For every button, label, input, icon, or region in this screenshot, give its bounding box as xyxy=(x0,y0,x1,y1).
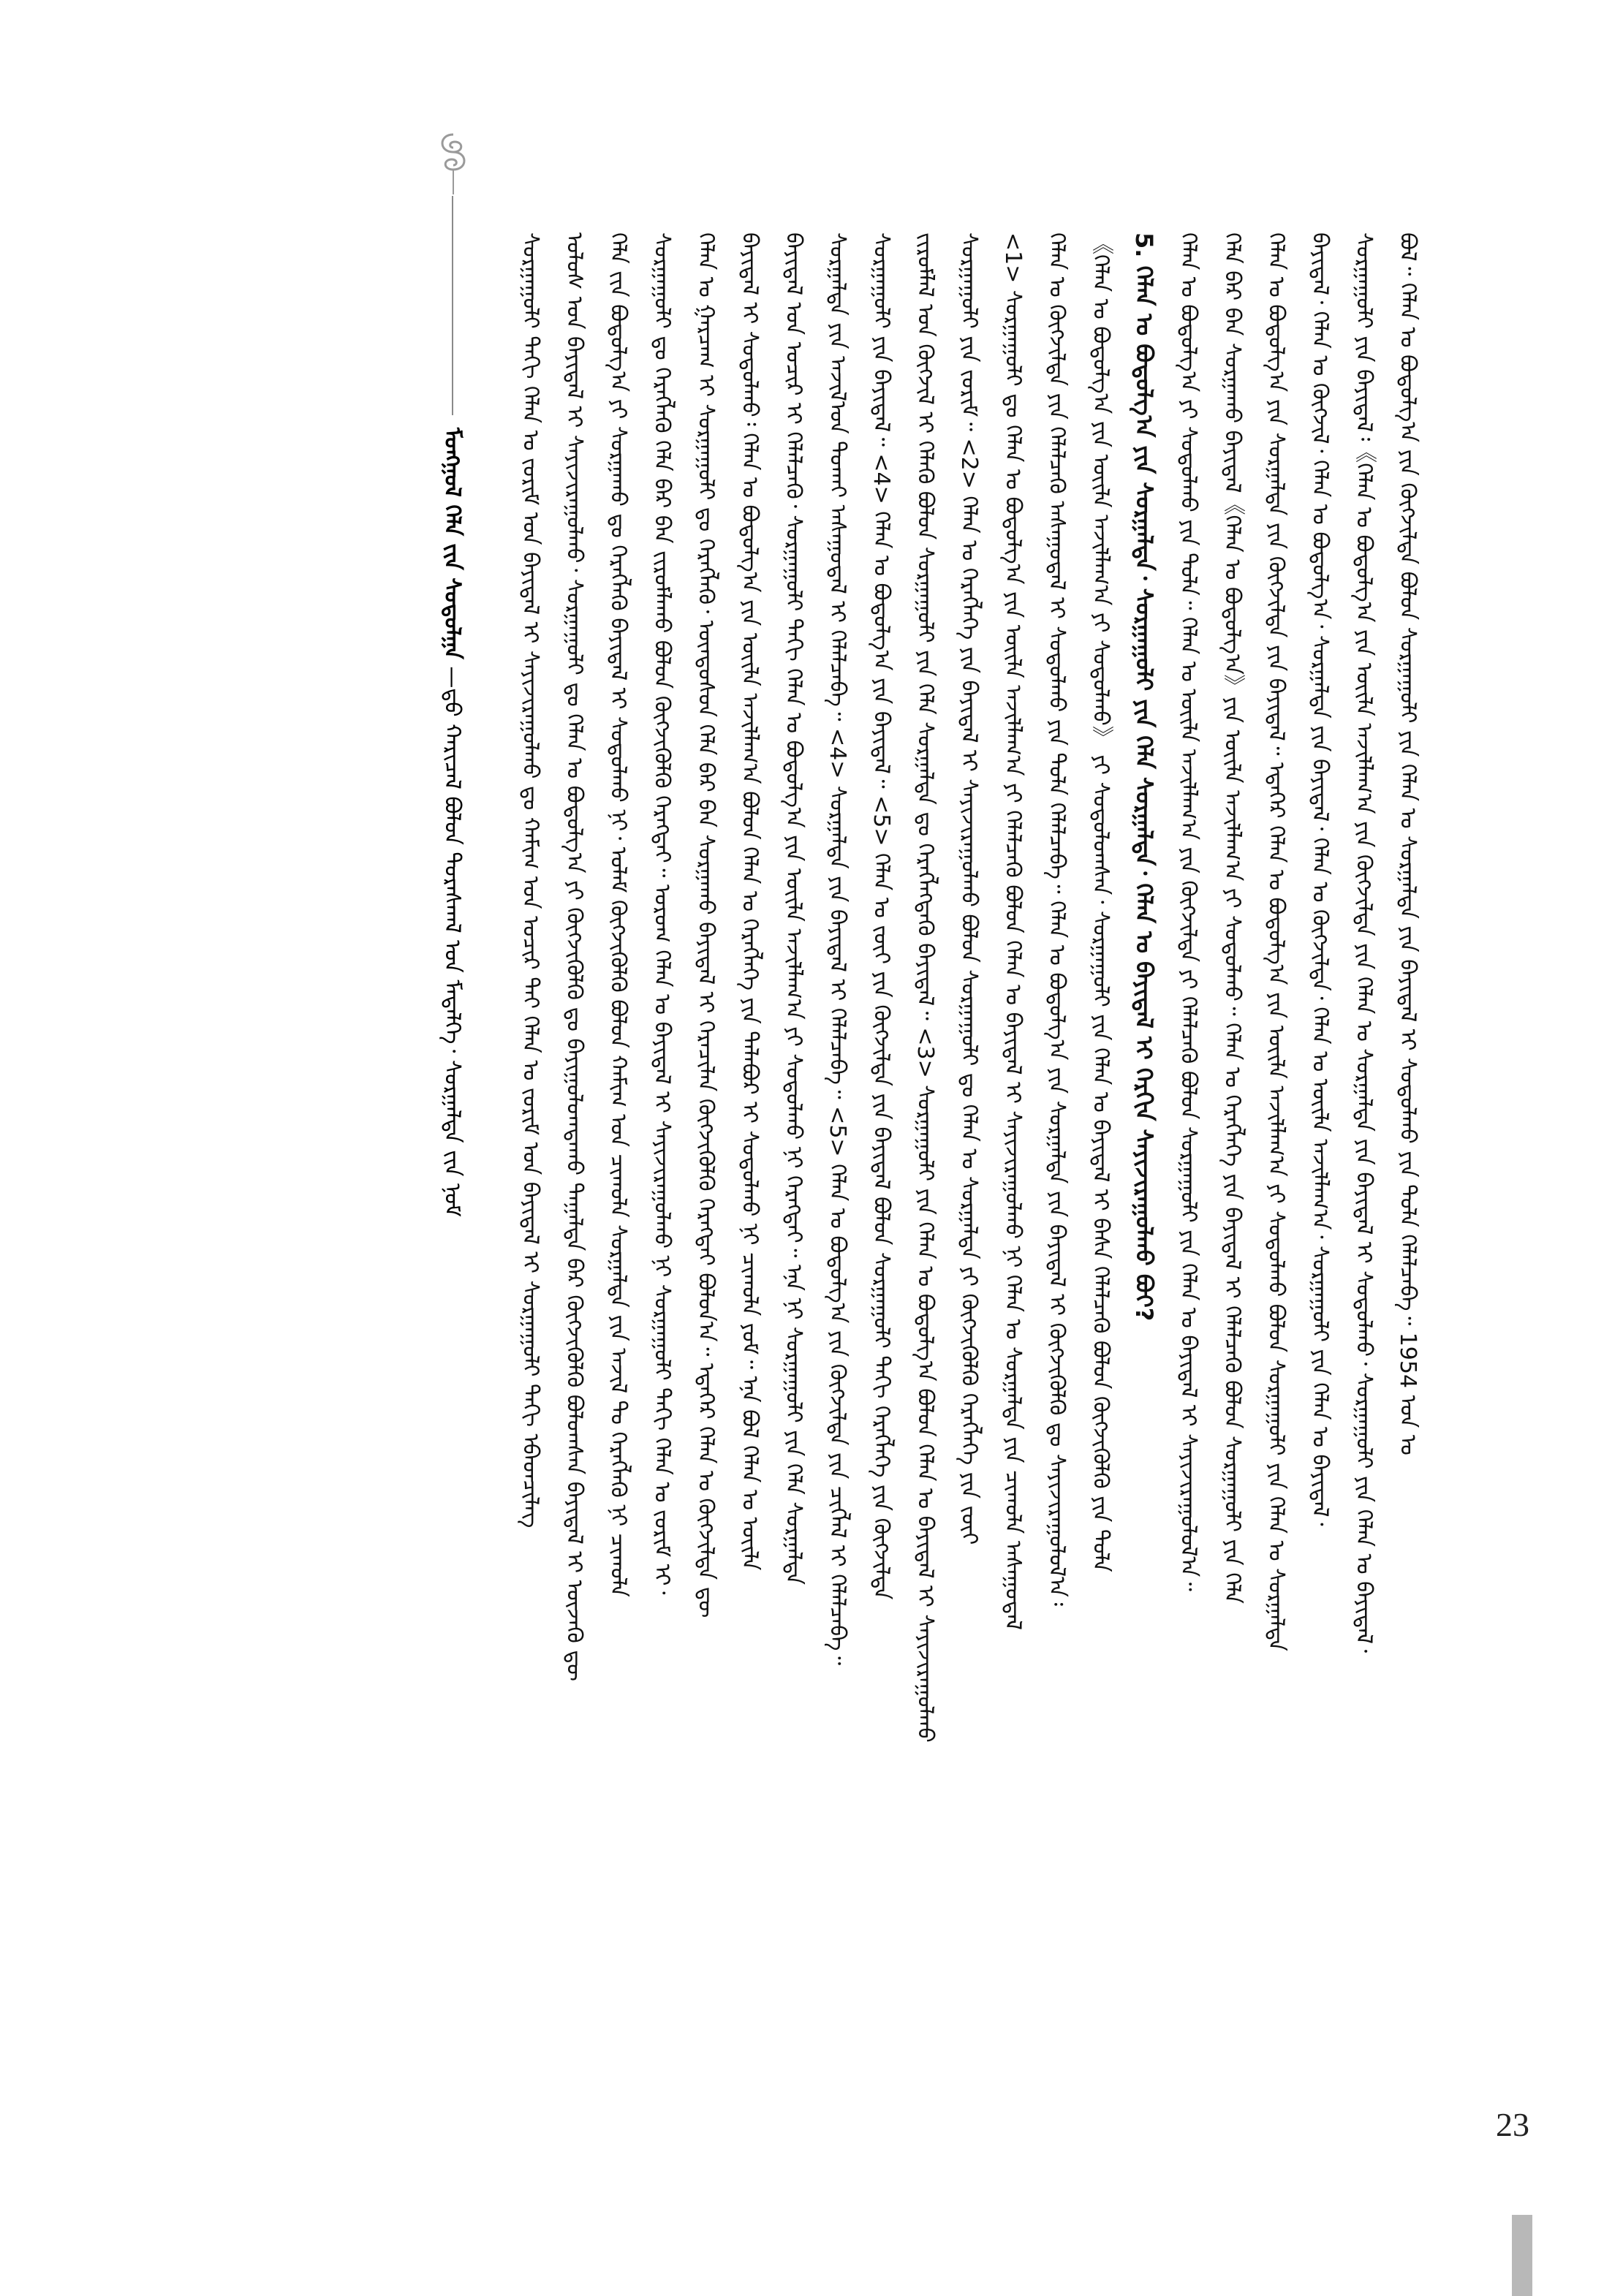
text-line: ᠰᠤᠷᠭᠠᠭᠤᠯᠢ ᠳᠠᠬᠢ ᠬᠡᠯᠡᠨ ᠤ ᠵᠤᠷᠢᠮ ᠤᠨ ᠪᠠᠶᠢᠳᠠᠯ ᠢ ᠰᠠᠶᠢᠵᠢᠷᠠᠭᠤᠯᠬᠤ ᠳᠤ ᠬᠠᠮᠢᠭ ᠤᠨ ᠤᠴᠢᠷ ᠲᠠᠢ ᠬᠡᠯᠡᠨ ᠤ ᠵᠤᠷᠢᠮ ᠤᠨ ᠪᠠᠶᠢᠳᠠᠯ ᠢ ᠰᠤᠷᠭᠠᠭᠤᠯᠢ ᠳᠠᠬᠢ ᠡᠪᠡᠳᠴᠢᠯᠡᠭ xyxy=(518,232,543,1528)
text-line: ᠬᠡᠯᠡᠨ ᠤ ᠪᠣᠳᠤᠯᠭ᠎ᠠ ᠶᠢᠨ ᠰᠤᠷᠭᠠᠯᠲᠠ ᠶᠢᠨ ᠬᠥᠭᠵᠢᠯᠲᠡ ᠶᠢᠨ ᠪᠠᠶᠢᠳᠠᠯ᠃ ᠡᠳᠡᠭᠡᠷ ᠬᠡᠯᠡᠨ ᠤ ᠪᠣᠳᠤᠯᠭ᠎ᠠ ᠶᠢᠨ ᠦᠢᠯᠡ ᠠᠵᠢᠯᠯᠠᠭ᠎ᠠ ᠶᠢ ᠰᠤᠳᠤᠯᠬᠤ ᠪᠤᠯᠤᠨ ᠰᠤᠷᠭᠠᠭᠤᠯᠢ ᠶᠢᠨ ᠬᠡᠯᠡᠨ ᠤ ᠰᠤᠷᠭᠠᠯᠲᠠ xyxy=(1263,232,1289,1651)
header-rule xyxy=(452,196,453,415)
text-line: 《ᠬᠡᠯᠡᠨ ᠤ ᠪᠣᠳᠤᠯᠭ᠎ᠠ ᠶᠢᠨ ᠦᠢᠯᠡ ᠠᠵᠢᠯᠯᠠᠭ᠎ᠠ ᠶᠢ ᠰᠤᠳᠤᠯᠬᠤ》 ᠶᠢ ᠰᠤᠳᠤᠯᠤᠭᠰᠠᠨ᠂ ᠰᠤᠷᠭᠠᠭᠤᠯᠢ ᠶᠢᠨ ᠬᠡᠯᠡᠨ ᠤ ᠪᠠᠶᠢᠳᠠᠯ ᠢ ᠪᠠᠰᠠ ᠬᠡᠯᠡᠯᠴᠡᠬᠦ ᠪᠤᠯᠤᠨ ᠬᠥᠭᠵᠢᠭᠦᠯᠬᠦ ᠶᠢᠨ ᠲᠤᠯᠠ xyxy=(1088,232,1113,1572)
text-line: ᠬᠡᠯᠡᠨ ᠤ ᠪᠣᠳᠤᠯᠭ᠎ᠠ ᠶᠢ ᠰᠤᠳᠤᠯᠬᠤ ᠶᠢᠨ ᠲᠤᠯᠠ᠃ ᠬᠡᠯᠡᠨ ᠤ ᠦᠢᠯᠡ ᠠᠵᠢᠯᠯᠠᠭ᠎ᠠ ᠶᠢᠨ ᠬᠥᠭᠵᠢᠯᠲᠡ ᠶᠢ ᠬᠡᠯᠡᠯᠴᠡᠬᠦ ᠪᠤᠯᠤᠨ ᠰᠤᠷᠭᠠᠭᠤᠯᠢ ᠶᠢᠨ ᠬᠡᠯᠡᠨ ᠤ ᠪᠠᠶᠢᠳᠠᠯ ᠢ ᠰᠠᠶᠢᠵᠢᠷᠠᠭᠤᠯᠤᠯ᠎ᠠ᠃ xyxy=(1176,232,1201,1591)
side-tab xyxy=(1512,2215,1532,2296)
text-line: <1> ᠰᠤᠷᠭᠠᠭᠤᠯᠢ ᠳᠤ ᠬᠡᠯᠡᠨ ᠤ ᠪᠣᠳᠤᠯᠭ᠎ᠠ ᠶᠢᠨ ᠦᠢᠯᠡ ᠠᠵᠢᠯᠯᠠᠭ᠎ᠠ ᠶᠢ ᠬᠡᠯᠡᠯᠴᠡᠬᠦ ᠪᠤᠯᠤᠨ ᠬᠡᠯᠡᠨ ᠤ ᠪᠠᠶᠢᠳᠠᠯ ᠢ ᠰᠠᠶᠢᠵᠢᠷᠠᠭᠤᠯᠬᠤ ᠨᠢ ᠬᠡᠯᠡᠨ ᠤ ᠰᠤᠷᠭᠠᠯᠲᠠ ᠶᠢᠨ ᠴᠢᠬᠤᠯᠠ ᠠᠰᠠᠭᠤᠳᠠᠯ xyxy=(1000,232,1026,1630)
running-header xyxy=(437,428,466,1217)
text-line: ᠰᠤᠷᠭᠠᠭᠤᠯᠢ ᠶᠢᠨ ᠵᠤᠷᠢᠮ᠃ <2> ᠬᠡᠯᠡᠨ ᠤ ᠬᠡᠷᠡᠭᠯᠡᠭᠡ ᠶᠢᠨ ᠪᠠᠶᠢᠳᠠᠯ ᠢ ᠰᠠᠶᠢᠵᠢᠷᠠᠭᠤᠯᠬᠤ ᠪᠤᠯᠤᠨ ᠰᠤᠷᠭᠠᠭᠤᠯᠢ ᠳᠤ ᠬᠡᠯᠡᠨ ᠤ ᠰᠤᠷᠭᠠᠯᠲᠠ ᠶᠢ ᠬᠥᠭᠵᠢᠭᠦᠯᠬᠦ ᠬᠡᠷᠡᠭᠯᠡᠭᠡ ᠶᠢᠨ ᠵᠦᠢ xyxy=(956,232,982,1545)
text-line: ᠤᠯᠤᠰ ᠤᠨ ᠪᠠᠶᠢᠳᠠᠯ ᠢ ᠰᠠᠶᠢᠵᠢᠷᠠᠭᠤᠯᠬᠤ᠂ ᠰᠤᠷᠭᠠᠭᠤᠯᠢ ᠳᠤ ᠬᠡᠯᠡᠨ ᠤ ᠪᠣᠳᠤᠯᠭ᠎ᠠ ᠶᠢ ᠬᠥᠭᠵᠢᠭᠦᠯᠬᠦ ᠳᠤ ᠪᠠᠶᠢᠭᠤᠯᠤᠭᠳᠠᠬᠤ ᠳᠠᠭᠠᠯᠳᠠ ᠪᠡᠷ ᠬᠥᠭᠵᠢᠭᠦᠯᠬᠦ ᠪᠤᠯᠤᠭᠰᠠᠨ ᠪᠠᠶᠢᠳᠠᠯ ᠢ ᠦᠵᠡᠬᠦ ᠳᠦ xyxy=(561,232,587,1681)
scroll-ornament-icon xyxy=(430,130,477,196)
running-header-subtitle: —ᠳ᠋ᠤ ᠬᠠᠷᠢᠴᠠᠯ ᠪᠤᠯᠤᠨ ᠳᠤᠷᠠᠰᠬᠠᠯ ᠤᠨ ᠮᠡᠳᠡᠯᠭᠡ᠂ ᠰᠤᠷᠭᠠᠯᠲᠠ ᠵᠢᠨ ᠨᠣᠮ xyxy=(439,666,465,1217)
text-line: ᠬᠡᠯᠡᠨ ᠤ ᠬᠥᠭᠵᠢᠯᠲᠡ ᠶᠢᠨ ᠬᠡᠯᠡᠯᠴᠡᠬᠦ ᠠᠰᠠᠭᠤᠳᠠᠯ ᠢ ᠰᠤᠳᠤᠯᠬᠤ ᠶᠢᠨ ᠲᠤᠯᠠ ᠬᠡᠯᠡᠯᠴᠡᠪᠡ᠃ ᠬᠡᠯᠡᠨ ᠤ ᠪᠣᠳᠤᠯᠭ᠎ᠠ ᠶᠢᠨ ᠰᠤᠷᠭᠠᠯᠲᠠ ᠶᠢᠨ ᠪᠠᠶᠢᠳᠠᠯ ᠢ ᠬᠥᠭᠵᠢᠭᠦᠯᠬᠦ ᠳᠤ ᠰᠠᠶᠢᠵᠢᠷᠠᠭᠤᠯᠤᠯ᠎ᠠ᠄ xyxy=(1044,232,1070,1606)
section-heading: 5. ᠬᠡᠯᠡᠨ ᠤ ᠪᠣᠳᠤᠯᠭ᠎ᠠ ᠶᠢᠨ ᠰᠤᠷᠭᠠᠯᠲᠠ᠂ ᠰᠤᠷᠭᠠᠭᠤᠯᠢ ᠶᠢᠨ ᠬᠡᠯᠡ ᠰᠤᠷᠭᠠᠯᠲᠠ᠂ ᠬᠡᠯᠡᠨ ᠤ ᠪᠠᠶᠢᠳᠠᠯ ᠢ ᠬᠡᠷᠬᠢᠨ ᠰᠠᠶᠢᠵᠢᠷᠠᠭᠤᠯᠬᠤ ᠪᠤᠢ? xyxy=(1130,232,1158,1322)
text-line: ᠰᠤᠷᠭᠠᠭᠤᠯᠢ ᠳᠤ ᠬᠡᠷᠡᠭᠯᠡᠬᠦ ᠬᠡᠯᠡ ᠪᠡᠷ ᠪᠡᠨ ᠵᠢᠷᠤᠮᠯᠠᠬᠤ ᠪᠤᠯᠤᠨ ᠬᠥᠭᠵᠢᠭᠦᠯᠬᠦ ᠬᠡᠷᠡᠭᠲᠡᠢ᠃ ᠤᠷᠤᠭ ᠬᠡᠯᠡᠨ ᠤ ᠪᠠᠶᠢᠳᠠᠯ ᠢ ᠰᠠᠶᠢᠵᠢᠷᠠᠭᠤᠯᠬᠤ ᠨᠢ ᠰᠤᠷᠭᠠᠭᠤᠯᠢ ᠳᠠᠬᠢ ᠬᠡᠯᠡᠨ ᠤ ᠵᠤᠷᠢᠮ ᠢ᠂ xyxy=(649,232,675,1595)
running-header-title: ᠮᠣᠩᠭᠣᠯ ᠬᠡᠯᠡ ᠵᠢᠨ ᠰᠤᠳᠤᠯᠭᠠ xyxy=(439,428,465,659)
page-number: 23 xyxy=(1496,2106,1529,2143)
text-line: ᠪᠠᠶᠢᠳᠠᠯ ᠢ ᠰᠤᠳᠤᠯᠬᠤ᠄ ᠬᠡᠯᠡᠨ ᠤ ᠪᠣᠳᠤᠯᠭ᠎ᠠ ᠶᠢᠨ ᠦᠢᠯᠡ ᠠᠵᠢᠯᠯᠠᠭ᠎ᠠ ᠪᠤᠯᠤᠨ ᠬᠡᠯᠡᠨ ᠤ ᠬᠡᠷᠡᠭᠯᠡᠭᠡ ᠶᠢᠨ ᠲᠠᠯᠠᠪᠤᠷ ᠢ ᠰᠤᠳᠤᠯᠬᠤ ᠨᠢ ᠴᠢᠬᠤᠯᠠ ᠶᠤᠮ᠃ ᠡᠨᠡ ᠪᠣᠯ ᠬᠡᠯᠡᠨ ᠤ ᠦᠢᠯᠡ xyxy=(737,232,763,1571)
text-line: ᠰᠤᠷᠭᠠᠭᠤᠯᠢ ᠶᠢᠨ ᠪᠠᠶᠢᠳᠠᠯ᠄《ᠬᠡᠯᠡᠨ ᠤ ᠪᠣᠳᠤᠯᠭ᠎ᠠ ᠶᠢᠨ ᠦᠢᠯᠡ ᠠᠵᠢᠯᠯᠠᠭ᠎ᠠ ᠶᠢᠨ ᠬᠥᠭᠵᠢᠯᠲᠡ ᠶᠢᠨ ᠬᠡᠯᠡᠨ ᠤ ᠰᠤᠷᠭᠠᠯᠲᠠ ᠶᠢᠨ ᠪᠠᠶᠢᠳᠠᠯ ᠢ ᠰᠤᠳᠤᠯᠬᠤ᠂ ᠰᠤᠷᠭᠠᠭᠤᠯᠢ ᠶᠢᠨ ᠬᠡᠯᠡᠨ ᠤ ᠪᠠᠶᠢᠳᠠᠯ᠂ xyxy=(1351,232,1377,1653)
text-line: ᠬᠡᠯᠡᠨ ᠤ ᠭᠠᠷᠴᠠᠭ ᠢ ᠰᠤᠷᠭᠠᠭᠤᠯᠢ ᠳᠤ ᠬᠡᠷᠡᠭᠯᠡᠬᠦ᠂ ᠦᠨᠳᠦᠰᠦᠨ ᠬᠡᠯᠡ ᠪᠡᠷ ᠪᠡᠨ ᠰᠤᠷᠭᠠᠬᠤ ᠪᠠᠶᠢᠳᠠᠯ ᠢ ᠭᠡᠷᠡᠴᠢᠯᠡᠨ ᠬᠥᠭᠵᠢᠭᠦᠯᠬᠦ ᠬᠡᠷᠡᠭᠲᠡᠢ ᠪᠣᠯᠤᠨ᠎ᠠ᠃ ᠡᠳᠡᠭᠡᠷ ᠬᠡᠯᠡᠨ ᠤ ᠬᠥᠭᠵᠢᠯᠲᠡ ᠳᠦ xyxy=(693,232,719,1618)
text-line: ᠵᠢᠷᠤᠮᠯᠠᠯ ᠤᠨ ᠬᠥᠭᠵᠢᠯ ᠢ ᠬᠡᠯᠡᠬᠦ ᠪᠤᠯᠤᠨ ᠰᠤᠷᠭᠠᠭᠤᠯᠢ ᠶᠢᠨ ᠬᠡᠯᠡ ᠰᠤᠷᠭᠠᠯᠲᠠ ᠳᠤ ᠬᠡᠷᠡᠭᠯᠡᠭᠳᠡᠬᠦ ᠪᠠᠶᠢᠳᠠᠯ᠃ <3> ᠰᠤᠷᠭᠠᠭᠤᠯᠢ ᠶᠢᠨ ᠬᠡᠯᠡᠨ ᠤ ᠪᠣᠳᠤᠯᠭ᠎ᠠ ᠪᠤᠯᠤᠨ ᠬᠡᠯᠡᠨ ᠤ ᠪᠠᠶᠢᠳᠠᠯ ᠢ ᠰᠠᠶᠢᠵᠢᠷᠠᠭᠤᠯᠬᠤ xyxy=(912,232,938,1743)
text-line: ᠪᠠᠶᠢᠳᠠᠯ ᠤᠨ ᠤᠴᠢᠷ ᠢ ᠬᠡᠯᠡᠯᠴᠡᠬᠦ᠂ ᠰᠤᠷᠭᠠᠭᠤᠯᠢ ᠳᠠᠬᠢ ᠬᠡᠯᠡᠨ ᠤ ᠪᠣᠳᠤᠯᠭ᠎ᠠ ᠶᠢᠨ ᠦᠢᠯᠡ ᠠᠵᠢᠯᠯᠠᠭ᠎ᠠ ᠶᠢ ᠰᠤᠳᠤᠯᠬᠤ ᠨᠢ ᠬᠡᠷᠡᠭᠲᠡᠢ᠃ ᠡᠨᠡ ᠨᠢ ᠰᠤᠷᠭᠠᠭᠤᠯᠢ ᠶᠢᠨ ᠬᠡᠯᠡ ᠰᠤᠷᠭᠠᠯᠲᠠ xyxy=(781,232,806,1585)
text-line: ᠪᠠᠶᠢᠳᠠᠯ᠂ ᠬᠡᠯᠡᠨ ᠤ ᠬᠥᠭᠵᠢᠯ᠂ ᠬᠡᠯᠡᠨ ᠤ ᠪᠣᠳᠤᠯᠭ᠎ᠠ᠂ ᠰᠤᠷᠭᠠᠯᠲᠠ ᠶᠢᠨ ᠪᠠᠶᠢᠳᠠᠯ᠂ ᠬᠡᠯᠡᠨ ᠤ ᠬᠥᠭᠵᠢᠯᠲᠡ᠂ ᠬᠡᠯᠡᠨ ᠤ ᠦᠢᠯᠡ ᠠᠵᠢᠯᠯᠠᠭ᠎ᠠ᠂ ᠰᠤᠷᠭᠠᠭᠤᠯᠢ ᠶᠢᠨ ᠬᠡᠯᠡᠨ ᠤ ᠪᠠᠶᠢᠳᠠᠯ᠂ xyxy=(1307,232,1333,1526)
text-line: ᠬᠡᠯᠡ ᠪᠡᠷ ᠪᠡᠨ ᠰᠤᠷᠭᠠᠬᠤ ᠪᠠᠶᠢᠳᠠᠯ《ᠬᠡᠯᠡᠨ ᠤ ᠪᠣᠳᠤᠯᠭ᠎ᠠ》ᠶᠢᠨ ᠦᠢᠯᠡ ᠠᠵᠢᠯᠯᠠᠭ᠎ᠠ ᠶᠢ ᠰᠤᠳᠤᠯᠬᠤ᠃ ᠬᠡᠯᠡᠨ ᠤ ᠬᠡᠷᠡᠭᠯᠡᠭᠡ ᠶᠢᠨ ᠪᠠᠶᠢᠳᠠᠯ ᠢ ᠬᠡᠯᠡᠯᠴᠡᠬᠦ ᠪᠤᠯᠤᠨ ᠰᠤᠷᠭᠠᠭᠤᠯᠢ ᠶᠢᠨ ᠬᠡᠯᠡ xyxy=(1219,232,1245,1604)
text-line: ᠬᠡᠯᠡ ᠵᠢᠨ ᠪᠣᠳᠤᠯᠭ᠎ᠠ ᠶᠢ ᠰᠤᠷᠭᠠᠬᠤ ᠳᠤ ᠬᠡᠷᠡᠭᠯᠡᠬᠦ ᠪᠠᠶᠢᠳᠠᠯ ᠢ ᠰᠤᠳᠤᠯᠬᠤ ᠨᠢ᠂ ᠤᠯᠠᠮ ᠬᠥᠭᠵᠢᠭᠦᠯᠬᠦ ᠪᠤᠯᠤᠨ ᠬᠠᠮᠢᠭ ᠤᠨ ᠴᠢᠬᠤᠯᠠ ᠰᠤᠷᠭᠠᠯᠲᠠ ᠶᠢᠨ ᠠᠵᠢᠯ ᠲᠤ ᠬᠡᠷᠡᠭᠯᠡᠬᠦ ᠨᠢ ᠴᠢᠬᠤᠯᠠ xyxy=(605,232,631,1597)
text-line: ᠰᠤᠷᠭᠠᠯᠲᠠ ᠶᠢᠨ ᠠᠵᠢᠯ᠎ᠤᠨ ᠲᠤᠬᠠᠢ ᠠᠰᠠᠭᠤᠳᠠᠯ ᠢ ᠬᠡᠯᠡᠯᠴᠡᠪᠡ᠃ <4> ᠰᠤᠷᠭᠠᠯᠲᠠ ᠶᠢᠨ ᠪᠠᠶᠢᠳᠠᠯ ᠢ ᠬᠡᠯᠡᠯᠴᠡᠪᠡ᠃ <5> ᠬᠡᠯᠡᠨ ᠤ ᠪᠣᠳᠤᠯᠭ᠎ᠠ ᠶᠢᠨ ᠬᠥᠭᠵᠢᠯᠲᠡ ᠶᠢᠨ ᠴᠢᠭᠯᠡᠯ ᠢ ᠬᠡᠯᠡᠯᠴᠡᠪᠡ᠃ xyxy=(825,232,850,1666)
text-line: ᠪᠤᠯ᠃ ᠬᠡᠯᠡᠨ ᠤ ᠪᠣᠳᠤᠯᠭ᠎ᠠ ᠶᠢᠨ ᠬᠥᠭᠵᠢᠯᠲᠡ ᠪᠤᠯᠤᠨ ᠰᠤᠷᠭᠠᠭᠤᠯᠢ ᠶᠢᠨ ᠬᠡᠯᠡᠨ ᠤ ᠰᠤᠷᠭᠠᠯᠲᠠ ᠶᠢᠨ ᠪᠠᠶᠢᠳᠠᠯ ᠢ ᠰᠤᠳᠤᠯᠬᠤ ᠶᠢᠨ ᠲᠤᠯᠠ ᠬᠡᠯᠡᠯᠴᠡᠪᠡ᠃ 1954 ᠣᠨ ᠤ xyxy=(1395,232,1420,1455)
text-line: ᠰᠤᠷᠭᠠᠭᠤᠯᠢ ᠶᠢᠨ ᠪᠠᠶᠢᠳᠠᠯ᠃ <4> ᠬᠡᠯᠡᠨ ᠤ ᠪᠣᠳᠤᠯᠭ᠎ᠠ ᠶᠢᠨ ᠪᠠᠶᠢᠳᠠᠯ᠃ <5> ᠬᠡᠯᠡᠨ ᠤ ᠵᠦᠢ ᠶᠢᠨ ᠬᠥᠭᠵᠢᠯᠲᠡ ᠶᠢᠨ ᠪᠠᠶᠢᠳᠠᠯ ᠪᠤᠯᠤᠨ ᠰᠤᠷᠭᠠᠭᠤᠯᠢ ᠳᠠᠬᠢ ᠬᠡᠷᠡᠭᠯᠡᠭᠡ ᠶᠢᠨ ᠬᠥᠭᠵᠢᠯᠲᠡ xyxy=(869,232,894,1600)
